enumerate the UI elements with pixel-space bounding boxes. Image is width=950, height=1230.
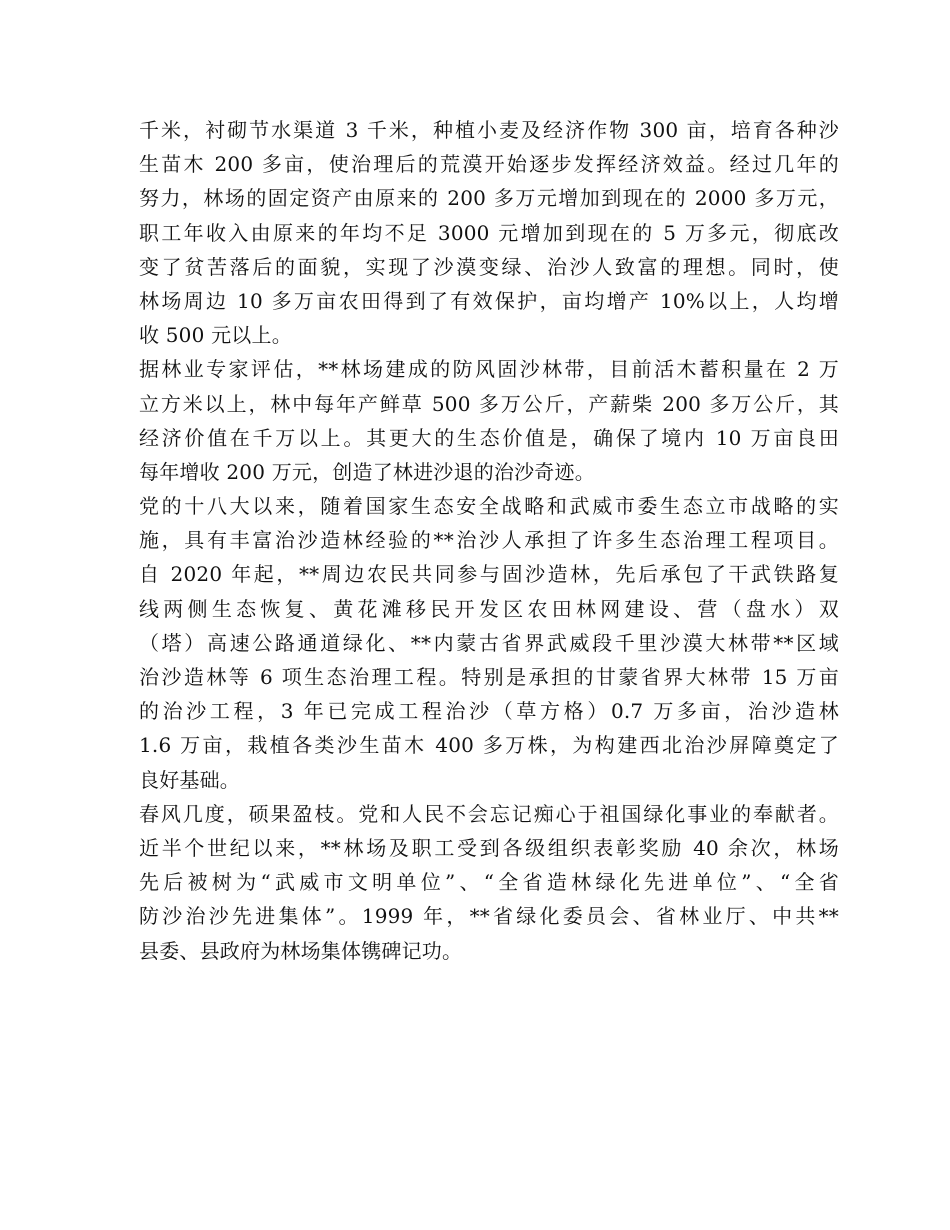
text-line: 职工年收入由原来的年均不足 3000 元增加到现在的 5 万多元，彻底改 <box>139 220 839 245</box>
text-line: 据林业专家评估，**林场建成的防风固沙林带，目前活木蓄积量在 2 万 <box>139 357 839 382</box>
paragraph-1 <box>139 113 839 352</box>
paragraph-3 <box>139 489 839 797</box>
paragraph-2 <box>139 352 839 489</box>
text-line: 施，具有丰富治沙造林经验的**治沙人承担了许多生态治理工程项目。 <box>139 528 839 553</box>
text-line: 自 2020 年起，**周边农民共同参与固沙造林，先后承包了干武铁路复 <box>139 562 839 587</box>
text-line: 变了贫苦落后的面貌，实现了沙漠变绿、治沙人致富的理想。同时，使 <box>139 254 839 279</box>
text-line: 努力，林场的固定资产由原来的 200 多万元增加到现在的 2000 多万元， <box>139 186 839 211</box>
text-line: 春风几度，硕果盈枝。党和人民不会忘记痴心于祖国绿化事业的奉献者。 <box>139 801 839 826</box>
text-line: 防沙治沙先进集体”。1999 年，**省绿化委员会、省林业厅、中共** <box>139 904 839 929</box>
text-line: 生苗木 200 多亩，使治理后的荒漠开始逐步发挥经济效益。经过几年的 <box>139 152 839 177</box>
text-line: 的治沙工程，3 年已完成工程治沙（草方格）0.7 万多亩，治沙造林 <box>139 699 839 724</box>
text-line: 经济价值在千万以上。其更大的生态价值是，确保了境内 10 万亩良田 <box>139 425 839 450</box>
text-line: 近半个世纪以来，**林场及职工受到各级组织表彰奖励 40 余次，林场 <box>139 835 839 860</box>
text-line: 千米，衬砌节水渠道 3 千米，种植小麦及经济作物 300 亩，培育各种沙 <box>139 118 839 142</box>
paragraph-4 <box>139 797 839 968</box>
text-line: 党的十八大以来，随着国家生态安全战略和武威市委生态立市战略的实 <box>139 494 839 519</box>
text-line: 1.6 万亩，栽植各类沙生苗木 400 多万株，为构建西北治沙屏障奠定了 <box>139 733 839 758</box>
text-line: 治沙造林等 6 项生态治理工程。特别是承担的甘蒙省界大林带 15 万亩 <box>139 665 839 689</box>
text-line: 先后被树为“武威市文明单位”、“全省造林绿化先进单位”、“全省 <box>139 870 839 895</box>
text-line: 县委、县政府为林场集体镌碑记功。 <box>139 938 463 963</box>
text-line: 线两侧生态恢复、黄花滩移民开发区农田林网建设、营（盘水）双 <box>139 596 839 621</box>
text-line: 良好基础。 <box>139 767 240 792</box>
document-body <box>139 113 839 968</box>
text-line: （塔）高速公路通道绿化、**内蒙古省界武威段千里沙漠大林带**区域 <box>139 630 839 655</box>
text-line: 收 500 元以上。 <box>139 323 292 348</box>
text-line: 林场周边 10 多万亩农田得到了有效保护，亩均增产 10%以上，人均增 <box>139 288 839 313</box>
text-line: 立方米以上，林中每年产鲜草 500 多万公斤，产薪柴 200 多万公斤，其 <box>139 391 839 416</box>
text-line: 每年增收 200 万元，创造了林进沙退的治沙奇迹。 <box>139 459 595 484</box>
